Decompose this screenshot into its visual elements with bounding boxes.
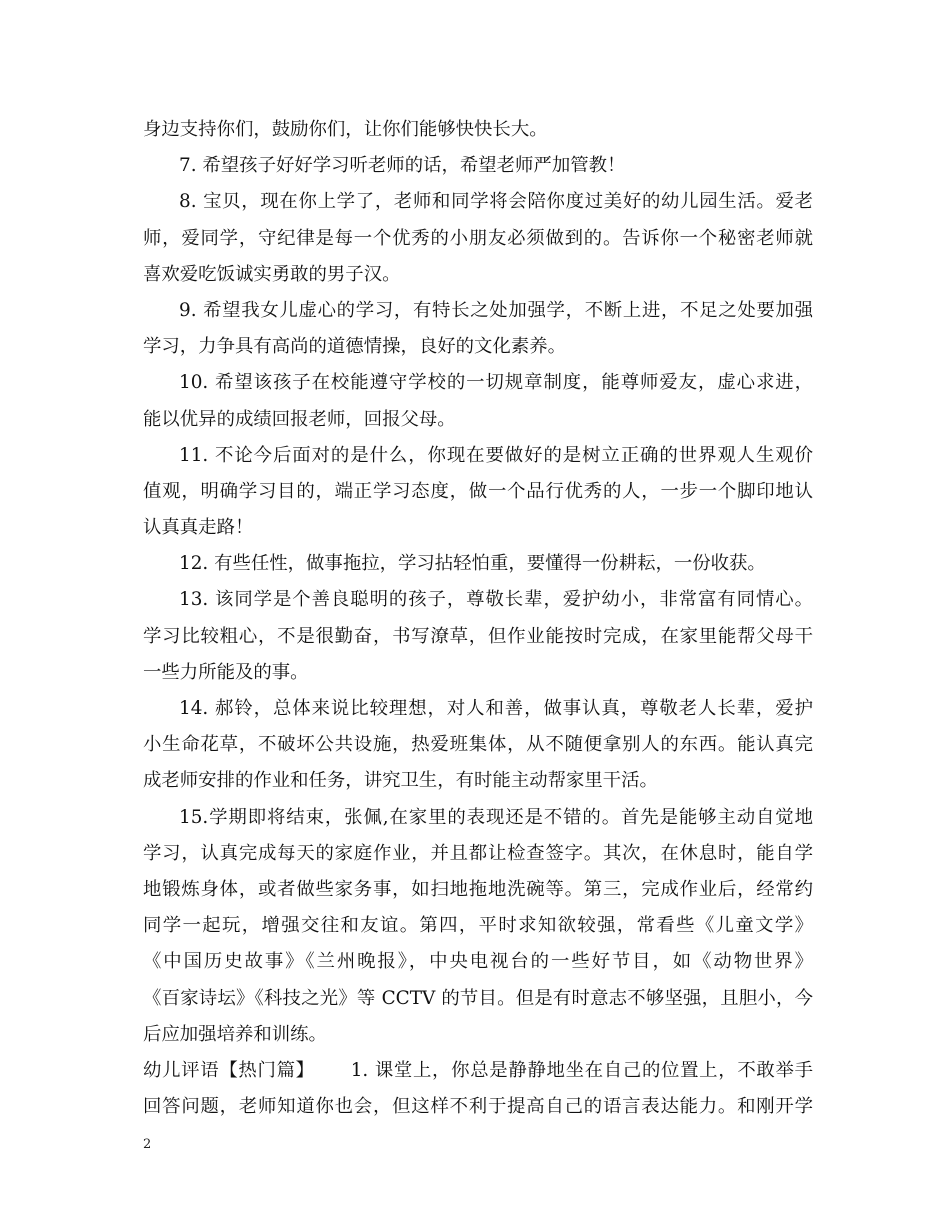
paragraph-line: 喜欢爱吃饭诚实勇敢的男子汉。 (143, 263, 401, 285)
paragraph-line: 11. 不论今后面对的是什么，你现在要做好的是树立正确的世界观人生观价 (179, 444, 813, 466)
section-first-line: 1. 课堂上，你总是静静地坐在自己的位置上，不敢举手 (350, 1059, 813, 1081)
paragraph-line: 身边支持你们，鼓励你们，让你们能够快快长大。 (143, 119, 548, 140)
page-number: 2 (143, 1137, 152, 1152)
paragraph-line: 7. 希望孩子好好学习听老师的话，希望老师严加管教！ (179, 155, 626, 177)
paragraph-line: 能以优异的成绩回报老师，回报父母。 (143, 408, 456, 430)
section-heading: 幼儿评语【热门篇】 (143, 1059, 315, 1081)
paragraph-line: 10. 希望该孩子在校能遵守学校的一切规章制度，能尊师爱友，虚心求进， (179, 372, 813, 394)
paragraph-line: 同学一起玩，增强交往和友谊。第四，平时求知欲较强，常看些《儿童文学》 (143, 915, 813, 937)
paragraph-line: 12. 有些任性，做事拖拉，学习拈轻怕重，要懂得一份耕耘，一份收获。 (179, 553, 766, 575)
paragraph-line: 8. 宝贝，现在你上学了，老师和同学将会陪你度过美好的幼儿园生活。爱老 (179, 191, 813, 213)
paragraph-line: 学习比较粗心，不是很勤奋，书写潦草，但作业能按时完成，在家里能帮父母干 (143, 625, 813, 647)
paragraph-line: 地锻炼身体，或者做些家务事，如扫地拖地洗碗等。第三，完成作业后，经常约 (143, 878, 813, 900)
paragraph-line: 《中国历史故事》《兰州晚报》，中央电视台的一些好节目，如《动物世界》 (143, 951, 813, 973)
paragraph-line: 回答问题，老师知道你也会，但这样不利于提高自己的语言表达能力。和刚开学 (143, 1096, 813, 1118)
paragraph-line: 成老师安排的作业和任务，讲究卫生，有时能主动帮家里干活。 (143, 770, 658, 792)
paragraph-line: 15.学期即将结束，张佩,在家里的表现还是不错的。首先是能够主动自觉地 (179, 806, 813, 828)
paragraph-line: 14. 郝铃，总体来说比较理想，对人和善，做事认真，尊敬老人长辈，爱护 (179, 698, 813, 719)
paragraph-line: 9. 希望我女儿虚心的学习，有特长之处加强学，不断上进，不足之处要加强 (179, 299, 813, 321)
section-heading-line (143, 1053, 813, 1089)
paragraph-line: 一些力所能及的事。 (143, 661, 309, 683)
paragraph-line: 《百家诗坛》《科技之光》等 CCTV 的节目。但是有时意志不够坚强，且胆小，今 (143, 987, 813, 1009)
paragraph-line: 学习，力争具有高尚的道德情操，良好的文化素养。 (143, 336, 566, 358)
paragraph-line: 13. 该同学是个善良聪明的孩子，尊敬长辈，爱护幼小，非常富有同情心。 (179, 589, 813, 611)
paragraph-line: 认真真走路！ (143, 517, 254, 539)
paragraph-line: 学习，认真完成每天的家庭作业，并且都让检查签字。其次，在休息时，能自学 (143, 842, 813, 864)
paragraph-line: 师，爱同学，守纪律是每一个优秀的小朋友必须做到的。告诉你一个秘密老师就 (143, 227, 813, 249)
paragraph-line: 小生命花草，不破坏公共设施，热爱班集体，从不随便拿别人的东西。能认真完 (143, 734, 813, 756)
document-body (143, 112, 813, 1125)
paragraph-line: 后应加强培养和训练。 (143, 1023, 327, 1045)
paragraph-line: 值观，明确学习目的，端正学习态度，做一个品行优秀的人，一步一个脚印地认 (143, 480, 813, 502)
